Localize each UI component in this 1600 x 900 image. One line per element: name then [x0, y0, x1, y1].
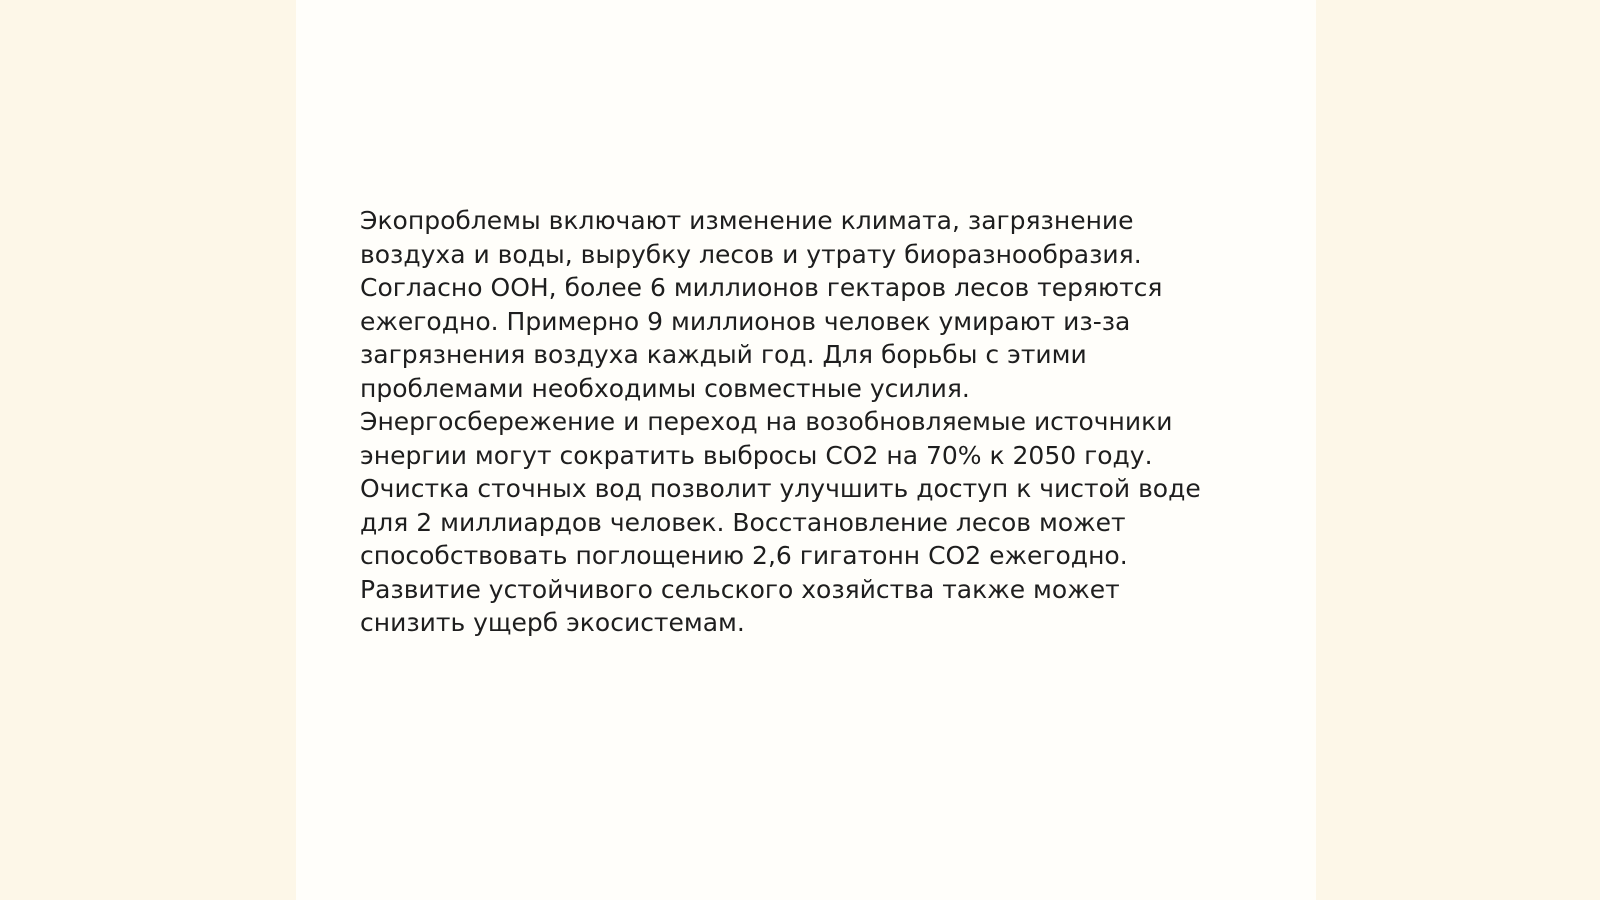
- paragraph-line: Развитие устойчивого сельского хозяйства также может: [360, 574, 1120, 604]
- paragraph-line: для 2 миллиардов человек. Восстановление лесов может: [360, 507, 1126, 537]
- paragraph-line: Экопроблемы включают изменение климата, загрязнение: [360, 206, 1134, 235]
- paragraph-line: Согласно ООН, более 6 миллионов гектаров лесов теряются: [360, 273, 1163, 302]
- paragraph-line: снизить ущерб экосистемам.: [360, 608, 745, 637]
- paragraph-line: загрязнения воздуха каждый год. Для борьбы с этими: [360, 340, 1087, 369]
- paragraph-line: ежегодно. Примерно 9 миллионов человек умирают из-за: [360, 306, 1131, 336]
- paragraph-line: проблемами необходимы совместные усилия.: [360, 373, 970, 403]
- body-paragraph: [360, 204, 1240, 640]
- paragraph-line: способствовать поглощению 2,6 гигатонн CO2 ежегодно.: [360, 541, 1128, 570]
- paragraph-line: энергии могут сократить выбросы CO2 на 70% к 2050 году.: [360, 440, 1153, 470]
- paragraph-line: Очистка сточных вод позволит улучшить доступ к чистой воде: [360, 474, 1201, 503]
- paragraph-line: Энергосбережение и переход на возобновляемые источники: [360, 407, 1173, 436]
- document-page: [296, 0, 1316, 900]
- paragraph-line: воздуха и воды, вырубку лесов и утрату биоразнообразия.: [360, 239, 1142, 269]
